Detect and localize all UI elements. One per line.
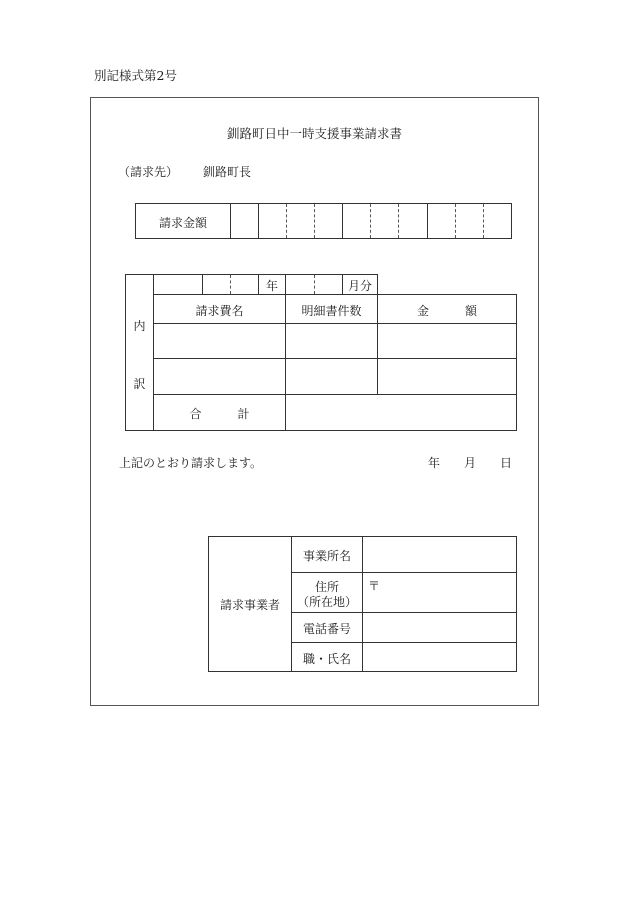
- period-digit-divider: [314, 275, 315, 294]
- table-border: [291, 642, 517, 643]
- recipient-label: （請求先）: [118, 165, 179, 179]
- phone-label: 電話番号: [302, 622, 351, 636]
- amount-label: 請求金額: [158, 216, 207, 230]
- table-border: [125, 274, 378, 275]
- period-digit-divider: [230, 275, 231, 294]
- title-name-label: 職・氏名: [302, 652, 351, 666]
- amount-divider: [258, 203, 259, 239]
- office-name-label: 事業所名: [302, 549, 351, 563]
- header-claim-name: 請求費名: [195, 304, 244, 318]
- table-border: [153, 294, 517, 295]
- breakdown-side-label-1: 内: [133, 319, 146, 333]
- date-month: 月: [464, 456, 477, 470]
- table-border: [291, 612, 517, 613]
- period-month-label: 月分: [347, 279, 372, 293]
- form-code: 別記様式第2号: [94, 68, 177, 83]
- table-border: [153, 358, 517, 359]
- date-year: 年: [428, 456, 441, 470]
- header-statement-count: 明細書件数: [301, 304, 362, 318]
- table-border: [202, 274, 203, 295]
- amount-digit-divider: [455, 204, 456, 238]
- total-label: 合 計: [189, 407, 250, 421]
- header-amount: 金 額: [416, 304, 477, 318]
- table-border: [153, 394, 517, 395]
- table-border: [516, 294, 517, 431]
- amount-digit-divider: [286, 204, 287, 238]
- date-day: 日: [500, 456, 513, 470]
- amount-digit-divider: [398, 204, 399, 238]
- table-border: [291, 572, 517, 573]
- amount-digit-divider: [370, 204, 371, 238]
- address-sub-label: （所在地）: [296, 595, 357, 609]
- table-border: [377, 274, 378, 295]
- amount-divider: [342, 203, 343, 239]
- recipient-value: 釧路町長: [203, 165, 252, 179]
- postal-mark: 〒: [368, 579, 381, 593]
- table-border: [153, 323, 517, 324]
- table-border: [125, 430, 517, 431]
- declaration: 上記のとおり請求します。: [119, 456, 263, 470]
- amount-divider: [230, 203, 231, 239]
- claimant-label: 請求事業者: [219, 598, 280, 612]
- table-border: [362, 536, 363, 672]
- address-label: 住所: [314, 580, 339, 594]
- amount-digit-divider: [483, 204, 484, 238]
- amount-digit-divider: [314, 204, 315, 238]
- form-title: 釧路町日中一時支援事業請求書: [226, 126, 402, 141]
- table-border: [125, 274, 126, 431]
- period-year-label: 年: [265, 279, 278, 293]
- amount-divider: [427, 203, 428, 239]
- breakdown-side-label-2: 訳: [133, 377, 146, 391]
- table-border: [285, 274, 286, 295]
